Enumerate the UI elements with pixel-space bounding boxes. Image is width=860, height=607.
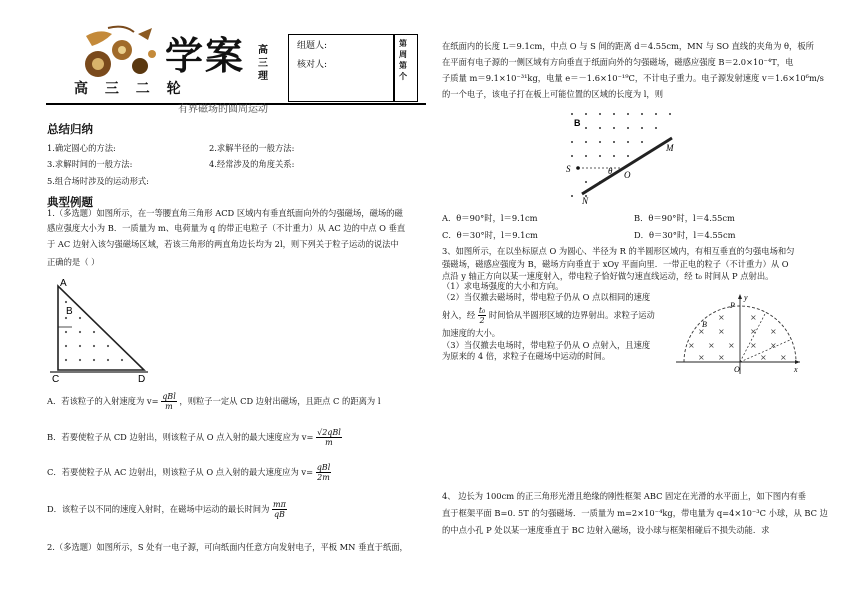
svg-text:×: × (718, 327, 725, 336)
svg-text:×: × (708, 341, 715, 350)
q3-sub-3a: （3）当仅撤去电场时，带电粒子仍从 O 点射入，且速度 (442, 340, 651, 350)
method-1: 1.确定圆心的方法: (47, 143, 116, 153)
q2-option-d: D．θ＝30°时，l＝4.55cm (634, 230, 736, 240)
fraction-numerator: mπ (273, 500, 286, 509)
q3-sub-2c: 加速度的大小。 (442, 328, 501, 338)
checker-label: 核对人: (297, 60, 328, 70)
q4-line-3: 的中点小孔 P 处以某一速度垂直于 BC 边射入磁场，设小球与框架相碰后不损失动能．求 (442, 525, 770, 535)
svg-text:×: × (770, 341, 777, 350)
fig2-label-n: N (582, 196, 589, 206)
q4-line-2: 直于框架平面 B=0. 5T 的匀强磁场．一质量为 m=2×10⁻⁴kg，带电量为 q=4×10⁻³C 小球，从 BC 边 (442, 508, 828, 518)
q3-sub-2b-fraction (478, 306, 486, 325)
svg-text:×: × (688, 341, 695, 350)
svg-text:×: × (750, 341, 757, 350)
method-3: 3.求解时间的一般方法: (47, 159, 133, 169)
q3-line-2: 强磁场，磁感应强度为 B，磁场方向垂直于 xOy 平面向里．一带正电的粒子（不计重力）从 O (442, 259, 789, 269)
fig3-label-b: B (702, 320, 707, 329)
q3-sub-1: （1）求电场强度的大小和方向。 (442, 281, 564, 291)
q1-option-a (47, 392, 381, 411)
q3-line-3: 点沿 y 轴正方向以某一速度射入，带电粒子恰好做匀速直线运动，经 t₀ 时间从 P 点射出。 (442, 271, 774, 281)
q1-option-a-fraction (161, 392, 177, 411)
title-xue-an: 学案 (165, 34, 246, 78)
triangle-label-d: D (138, 374, 146, 385)
fig3-label-p: P (730, 301, 735, 310)
fraction-numerator: t₀ (478, 306, 486, 315)
week-box-text: 第周第个 (399, 38, 407, 81)
q3-sub-2b-prefix: 射入，经 (442, 310, 476, 320)
q3-sub-2b (442, 306, 655, 325)
fig3-label-o: O (734, 365, 740, 374)
fig3-label-x: x (794, 365, 798, 374)
q1-option-b-prefix: B．若要使粒子从 CD 边射出，则该粒子从 O 点入射的最大速度应为 v= (47, 432, 314, 442)
q3-line-1: 3、如图所示，在以坐标原点 O 为圆心、半径为 R 的半圆形区域内，有相互垂直的匀强电场和匀 (442, 246, 795, 256)
q3-sub-2b-suffix: 时间恰从半圆形区域的边界射出。求粒子运动 (488, 310, 655, 320)
triangle-label-b: B (66, 306, 73, 317)
svg-text:×: × (698, 353, 705, 362)
svg-text:×: × (770, 327, 777, 336)
q1-option-c (47, 463, 331, 482)
q1-line-4: 正确的是（ ） (47, 257, 100, 267)
q1-option-c-prefix: C．若要使粒子从 AC 边射出，则该粒子从 O 点入射的最大速度应为 v= (47, 467, 314, 477)
section-summary-heading: 总结归纳 (47, 122, 93, 136)
fraction-denominator: 2m (317, 473, 330, 482)
title-subject-vertical: 高三理 (258, 45, 268, 82)
fraction-numerator: qBl (162, 392, 176, 401)
semicircle-field-figure (672, 290, 804, 376)
q2-line-5: 的一个电子，该电子打在板上可能位置的区域的长度为 l，则 (442, 89, 664, 99)
fig2-label-s: S (566, 164, 571, 174)
q2-line-3: 在平面有电子源的一侧区域有方向垂直于纸面向外的匀强磁场，磁感应强度 B＝2.0×10⁻⁴T，电 (442, 57, 794, 67)
group-leader-label: 组题人: (297, 41, 328, 51)
triangle-acd-figure (46, 274, 156, 386)
q1-option-d (47, 500, 287, 519)
title-gao-san-er-lun: 高 三 二 轮 (74, 81, 187, 97)
svg-text:×: × (718, 353, 725, 362)
svg-text:×: × (760, 353, 767, 362)
q1-option-d-fraction (272, 500, 287, 519)
method-4: 4.经常涉及的角度关系: (209, 159, 295, 169)
fig2-label-m: M (666, 143, 674, 153)
q2-option-c: C．θ＝30°时，l＝9.1cm (442, 230, 538, 240)
q2-line-1: 2.（多选题）如图所示，S 处有一电子源，可向纸面内任意方向发射电子，平板 MN 垂直于纸面， (47, 542, 408, 552)
fraction-numerator: qBl (316, 463, 331, 472)
q1-line-3: 于 AC 边射入该匀强磁场区域，若该三角形的两直角边长均为 2l，则下列关于粒子运动的说法中 (47, 239, 399, 249)
svg-text:×: × (718, 313, 725, 322)
fig2-label-b: B (574, 118, 581, 128)
section-examples-heading: 典型例题 (47, 195, 93, 209)
svg-text:×: × (728, 341, 735, 350)
svg-text:×: × (698, 327, 705, 336)
method-2: 2.求解半径的一般方法: (209, 143, 295, 153)
q1-option-d-prefix: D．该粒子以不同的速度入射时，在磁场中运动的最长时间为 (47, 504, 270, 514)
electron-source-figure (560, 108, 690, 208)
q3-sub-2a: （2）当仅撤去磁场时，带电粒子仍从 O 点以相同的速度 (442, 292, 651, 302)
q2-option-a: A．θ＝90°时，l＝9.1cm (442, 213, 538, 223)
fig2-label-theta: θ (608, 166, 613, 176)
q1-line-1: 1.（多选题）如图所示，在一等腰直角三角形 ACD 区域内有垂直纸面向外的匀强磁场，磁场的磁 (47, 208, 403, 218)
q1-option-b-fraction (316, 428, 342, 447)
fraction-denominator: m (165, 402, 173, 411)
q1-option-b (47, 428, 342, 447)
fig3-label-y: y (744, 293, 748, 302)
q4-line-1: 4、 边长为 100cm 的正三角形光滑且绝缘的刚性框架 ABC 固定在光滑的水平面上，如下图内有垂 (442, 491, 807, 501)
q1-option-a-prefix: A．若该粒子的入射速度为 v= (47, 396, 159, 406)
method-5: 5.组合场时涉及的运动形式: (47, 176, 149, 186)
triangle-label-c: C (52, 374, 60, 385)
q1-option-c-fraction (316, 463, 332, 482)
q2-line-4: 子质量 m＝9.1×10⁻³¹kg，电量 e＝－1.6×10⁻¹⁹C，不计电子重力。电子源发射速度 v＝1.6×10⁶m/s (442, 73, 824, 83)
q2-option-b: B．θ＝90°时，l＝4.55cm (634, 213, 735, 223)
q2-line-2: 在纸面内的长度 L＝9.1cm，中点 O 与 S 间的距离 d＝4.55cm，MN 与 SO 直线的夹角为 θ，板所 (442, 41, 814, 51)
q1-option-a-suffix: ，则粒子一定从 CD 边射出磁场，且距点 C 的距离为 l (179, 396, 381, 406)
fig2-label-o: O (624, 170, 631, 180)
topic-title: 有界磁场的圆周运动 (178, 104, 268, 115)
fraction-denominator: 2 (479, 316, 485, 325)
svg-text:×: × (750, 327, 757, 336)
gear-logo-icon (78, 24, 160, 86)
q1-line-2: 感应强度大小为 B．一质量为 m、电荷量为 q 的带正电粒子（不计重力）从 AC 边的中点 O 垂直 (47, 223, 406, 233)
fraction-numerator: √2qBl (317, 428, 341, 437)
fraction-denominator: m (325, 438, 333, 447)
q3-sub-3b: 为原来的 4 倍，求粒子在磁场中运动的时间。 (442, 351, 611, 361)
svg-text:×: × (750, 313, 757, 322)
triangle-label-a: A (60, 278, 67, 289)
svg-text:×: × (780, 353, 787, 362)
fraction-denominator: qB (273, 510, 285, 519)
